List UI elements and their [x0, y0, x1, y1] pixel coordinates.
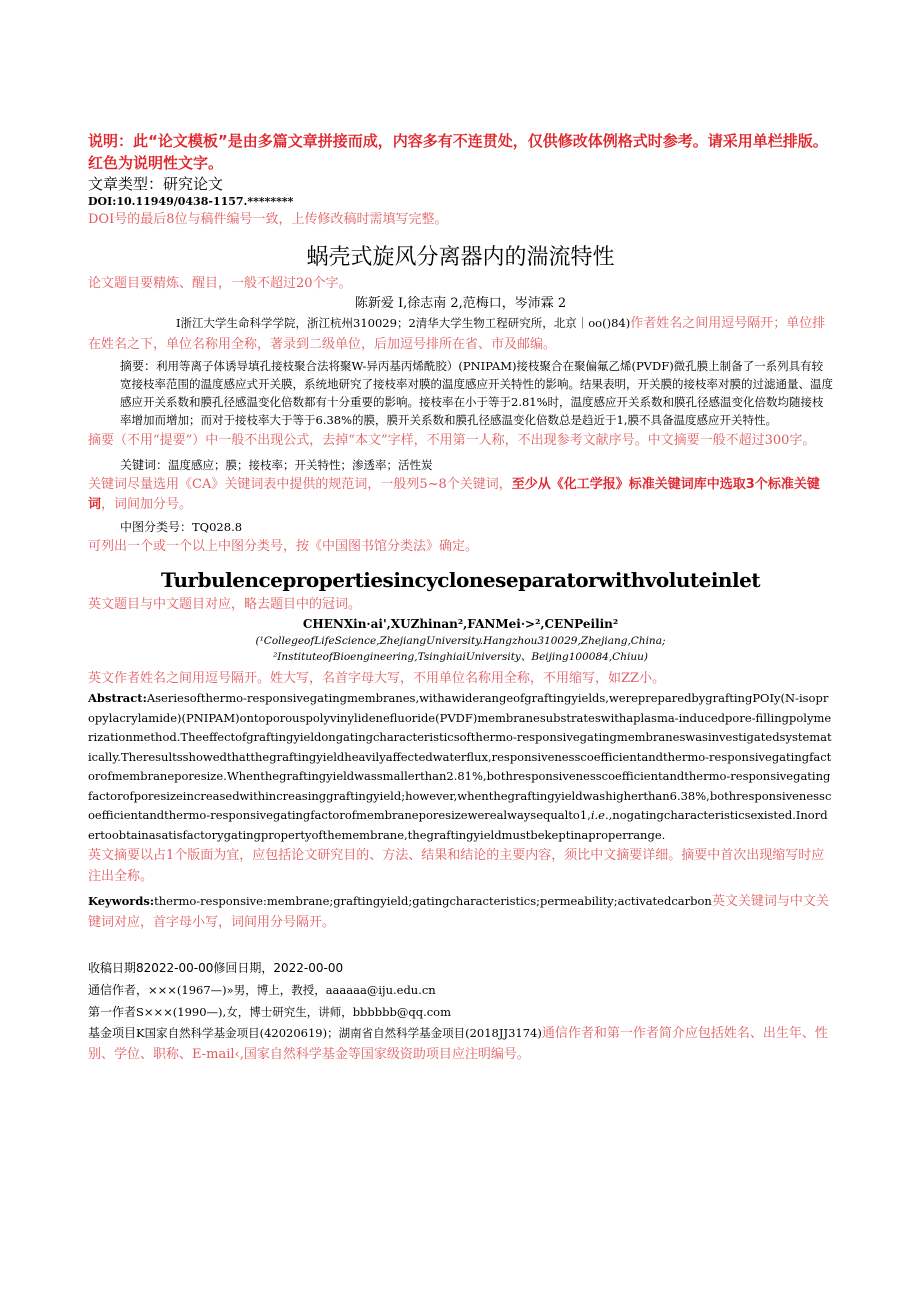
first-author-text: S×××(1990—),女，博士研究生，讲师，bbbbbb@qq.com [136, 1005, 452, 1019]
corresponding-label: 通信作者， [88, 983, 149, 997]
corresponding-author [88, 979, 833, 1001]
english-authors: CHENXin·ai',XUZhinan²,FANMei·>²,CENPeilin² [302, 617, 619, 631]
first-author-label: 第一作者 [88, 1005, 137, 1019]
chinese-affiliation-note: 作者姓名之间用逗号隔开；单位排在姓名之下，单位名称用全称，著录到二级单位，后加逗号排所在省、市及邮编。 [88, 316, 826, 352]
english-abstract-note: 英文摘要以占1个版面为宜，应包括论文研究目的、方法、结果和结论的主要内容，须比中文摘要详细。摘要中首次出现缩写时应注出全称。 [88, 848, 825, 884]
first-author [88, 1001, 833, 1023]
english-keywords-text: thermo-responsive:membrane;graftingyield;gatingcharacteristics;permeability;activatedcarbon [154, 894, 712, 908]
chinese-keywords-text: 温度感应；膜；接枝率；开关特性；渗透率；活性炭 [168, 458, 433, 472]
funding-label: 基金项目 [88, 1026, 137, 1040]
funding [88, 1023, 833, 1065]
english-affiliation-1: (¹CollegeofLifeScience,ZhejiangUniversity.Hangzhou310029,Zhejiang,China; [255, 635, 666, 647]
chinese-keywords-note [88, 475, 833, 515]
chinese-keywords-label: 关键词： [120, 458, 169, 472]
chinese-abstract-text: 利用等离子体诱导填孔接枝聚合法将聚W-异丙基丙烯酰胶）(PNIPAM)接枝聚合在聚偏氟乙烯(PVDF)微孔膜上制备了一系列具有较宽接枝率范围的温度感应式开关膜，系统地研究了接枝率对膜的温度感应开关特性的影响。结果表明，开关膜的接枝率对膜的过滤通量、温度感应开关系数和膜孔径感温变化倍数都有十分重要的影响。接枝率在小于等于2.81%时，温度感应开关系数和膜孔径感温变化倍数均随接枝率增加而增加；而对于接枝率大于等于6.38%的膜，膜开关系数和膜孔径感温变化倍数总是趋近于1,膜不具备温度感应开关特性。 [120, 359, 833, 427]
chinese-authors: 陈新爱 I,徐志南 2,范梅口，岑沛霖 2 [354, 296, 567, 311]
english-keywords-label: Keywords: [88, 894, 155, 908]
received-date: 收稿日期82022-00-00修回日期，2022-00-00 [88, 961, 344, 975]
chinese-affiliation-text: I浙江大学生命科学学院，浙江杭州310029；2清华大学生物工程研究所，北京｜oo()84) [176, 316, 631, 330]
english-title: Turbulencepropertiesincycloneseparatorwithvoluteinlet [160, 568, 761, 592]
template-note: 说明：此“论文模板”是由多篇文章拼接而成，内容多有不连贯处，仅供修改体例格式时参考。请采用单栏排版。红色为说明性文字。 [88, 132, 828, 172]
english-abstract [88, 689, 833, 845]
english-abstract-ie: i.e., [590, 808, 613, 822]
english-keywords-note: 英文关键词与中文关键词对应，首字母小写，词间用分号隔开。 [88, 894, 829, 930]
funding-note: 通信作者和第一作者简介应包括姓名、出生年、性别、学位、职称、E-mail‹,国家自然科学基金等国家级资助项目应注明编号。 [88, 1026, 828, 1062]
english-abstract-text-b: nogatingcharacteristicsexisted.Inordertoobtainasatisfactorygatingpropertyofthemembrane,thegraftingyieldmustbekeptinaproperrange. [88, 808, 828, 842]
funding-text: K国家自然科学基金项目(42020619)；湖南省自然科学基金项目(2018JJ3174) [136, 1026, 542, 1040]
article-metadata [88, 957, 833, 1065]
clc-value: TQ028.8 [192, 520, 243, 534]
chinese-affiliation [88, 313, 833, 355]
chinese-abstract [88, 357, 833, 429]
clc-label: 中图分类号： [120, 520, 193, 534]
clc-note: 可列出一个或一个以上中图分类号，按《中国图书馆分类法》确定。 [88, 539, 479, 554]
keywords-note-part-c: ，词间加分号。 [101, 497, 193, 512]
english-affiliation-2: ²InstituteofBioengineering,TsinghiaiUniversity、Beijing100084,Chiuu) [273, 651, 648, 663]
chinese-title-note: 论文题目要精炼、醒目，一般不超过20个字。 [88, 276, 352, 291]
chinese-keywords [88, 455, 833, 475]
english-abstract-text-a: Aseriesofthermo-responsivegatingmembranes,withawiderangeofgraftingyields,werepreparedbygraftingPOIy(N-isopropylacrylamide)(PNIPAM)ontoporouspolyvinylidenefluoride(PVDF)membranesubstrateswithaplasma-inducedpore-fillingpolymerizationmethod.Theeffectofgraftingyieldongatingcharacteristicsofthermo-responsivegatingmembraneswasinvestigatedsystematically.Theresultsshowedthatthegraftingyieldheavilyaffectedwaterflux,responsivenesscoefficientandthermo-responsivegatingfactorofmembraneporesize.Whenthegraftingyieldwassmallerthan2.81%,bothresponsivenesscoefficientandthermo-responsivegatingfactorofporesizeincreasedwithincreasinggraftingyield;however,whenthegraftingyieldwashigherthan6.38%,bothresponsivenesscoefficientandthermo-responsivegatingfactorofmembraneporesizewerealwaysequalto1, [88, 691, 832, 822]
keywords-note-part-b: 至少从《化工学报》标准关键词库中选取3个标准关键词 [88, 477, 820, 512]
article-type: 文章类型：研究论文 [88, 175, 224, 193]
english-keywords [88, 891, 833, 933]
english-title-note: 英文题目与中文题目对应，略去题目中的冠词。 [88, 597, 362, 612]
doi-note: DOI号的最后8位与稿件编号一致，上传修改稿时需填写完整。 [88, 212, 448, 227]
doi: DOI:10.11949/0438-1157.******** [88, 195, 294, 208]
chinese-abstract-label: 摘要： [120, 359, 157, 373]
english-abstract-label: Abstract: [88, 691, 147, 705]
corresponding-text: ×××(1967—)»男，博上，教授，aaaaaa@iju.edu.cn [148, 983, 436, 997]
document-page [88, 130, 833, 1065]
keywords-note-part-a: 关键词尽量选用《CA》关键词表中提供的规范词，一般列5~8个关键词， [88, 477, 512, 492]
english-authors-note: 英文作者姓名之间用逗号隔开。姓大写，名首字母大写，不用单位名称用全称，不用缩写，如ZZ小。 [88, 671, 666, 686]
chinese-title: 蜗壳式旋风分离器内的湍流特性 [306, 245, 615, 270]
clc-number [88, 517, 833, 537]
chinese-abstract-note: 摘要（不用“提要”）中一般不出现公式，去掉“本文”字样，不用第一人称，不出现参考文献序号。中文摘要一般不超过300字。 [88, 433, 816, 448]
